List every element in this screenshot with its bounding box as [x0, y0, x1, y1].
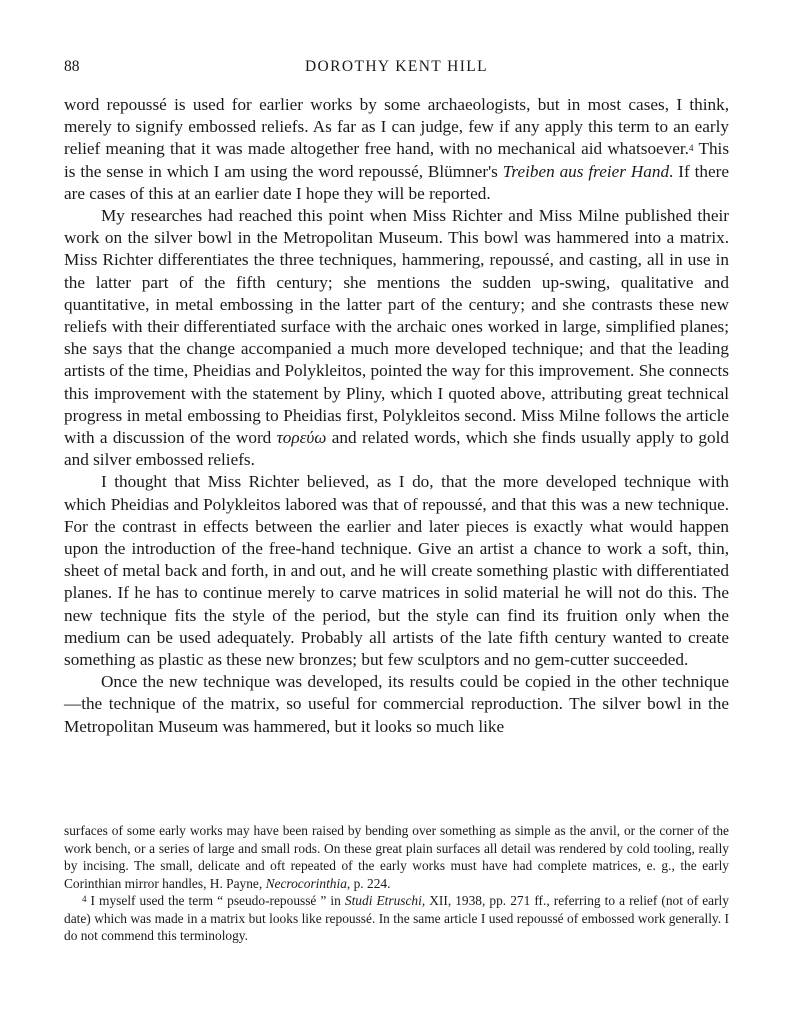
- footnote-4: [64, 892, 729, 945]
- text-run: This is the sense in which I am using the word repoussé, Blümner's: [64, 139, 730, 181]
- page-header: [64, 58, 729, 80]
- text-run: and related words, which she finds usually apply to gold and silver embossed reliefs.: [64, 428, 729, 470]
- text-run: I thought that Miss Richter believed, as I do, that the more developed technique with which Pheidias and Polykleitos labored was that of repoussé, and that this was a new technique. For the contrast in effects between the earlier and later pieces is exactly what would happen upon the introduction of the free-hand technique. Give an artist a chance to work a soft, thin, sheet of metal back and forth, in and out, and he will create something plastic with differentiated planes. If he has to continue merely to carve matrices in solid material he will not do this. The new technique fits the style of the period, but the style can find its fruition only when the medium can be used adequately. Probably all artists of the late fifth century wanted to create something as plastic as these new bronzes; but few sculptors and no gem-cutter succeeded.: [64, 472, 729, 670]
- italic-title: Necrocorinthia: [265, 875, 347, 891]
- italic-title: Studi Etruschi: [344, 893, 422, 908]
- footnote-continuation: [64, 822, 729, 892]
- text-run: word repoussé is used for earlier works by some archaeologists, but in most cases, I think, merely to signify embossed reliefs. As far as I can judge, few if any apply this term to an early relief meaning that it was made altogether free hand, with no mechanical aid whatsoever.: [64, 95, 729, 159]
- footnote-number: 4: [82, 894, 87, 904]
- text-run: . If there are cases of this at an earlier date I hope they will be reported.: [64, 161, 729, 203]
- paragraph: [64, 205, 729, 471]
- footnotes: [64, 822, 729, 945]
- greek-word: τορεύω: [276, 428, 327, 448]
- text-run: , p. 224.: [346, 875, 391, 891]
- main-text: [64, 94, 729, 738]
- text-run: My researches had reached this point when Miss Richter and Miss Milne published their work on the silver bowl in the Metropolitan Museum. This bowl was hammered into a matrix. Miss Richter differentiates the three techniques, hammering, repoussé, and casting, all in use in the latter part of the fifth century; she mentions the sudden up-swing, qualitative and quantitative, in metal embossing in the latter part of the century; and she contrasts these new reliefs with their differentiated surface with the archaic ones worked in large, simplified planes; she says that the change accompanied a much more developed technique; and that the leading artists of the time, Pheidias and Polykleitos, pointed the way for this improvement. She connects this improvement with the statement by Pliny, which I quoted above, attributing great technical progress in metal embossing to Pheidias first, Polykleitos second. Miss Milne follows the article with a discussion of the word: [64, 206, 729, 448]
- footnote-ref: 4: [688, 143, 694, 154]
- paragraph: [64, 94, 729, 205]
- text-run: , XII, 1938, pp. 271 ff., referring to a relief (not of early date) which was made in a matrix but looks like repoussé. In the same article I used repoussé of embossed work generally. I do not commend this terminology.: [64, 893, 729, 943]
- italic-term: Treiben aus freier Hand: [502, 161, 670, 181]
- text-run: surfaces of some early works may have been raised by bending over something as simple as the anvil, or the corner of the work bench, or a series of large and small rods. On these great plain surfaces all detail was rendered by cold tooling, really by incising. The small, delicate and oft repeated of the early works must have had complete matrices, e. g., the early Corinthian mirror handles, H. Payne,: [64, 823, 729, 891]
- page-number: 88: [64, 58, 80, 75]
- text-run: I myself used the term “ pseudo-repoussé ” in: [86, 893, 345, 908]
- text-run: Once the new technique was developed, its results could be copied in the other technique—the technique of the matrix, so useful for commercial reproduction. The silver bowl in the Metropolitan Museum was hammered, but it looks so much like: [64, 672, 729, 736]
- paragraph: [64, 471, 729, 671]
- running-head: DOROTHY KENT HILL: [304, 58, 489, 75]
- paragraph: [64, 671, 729, 738]
